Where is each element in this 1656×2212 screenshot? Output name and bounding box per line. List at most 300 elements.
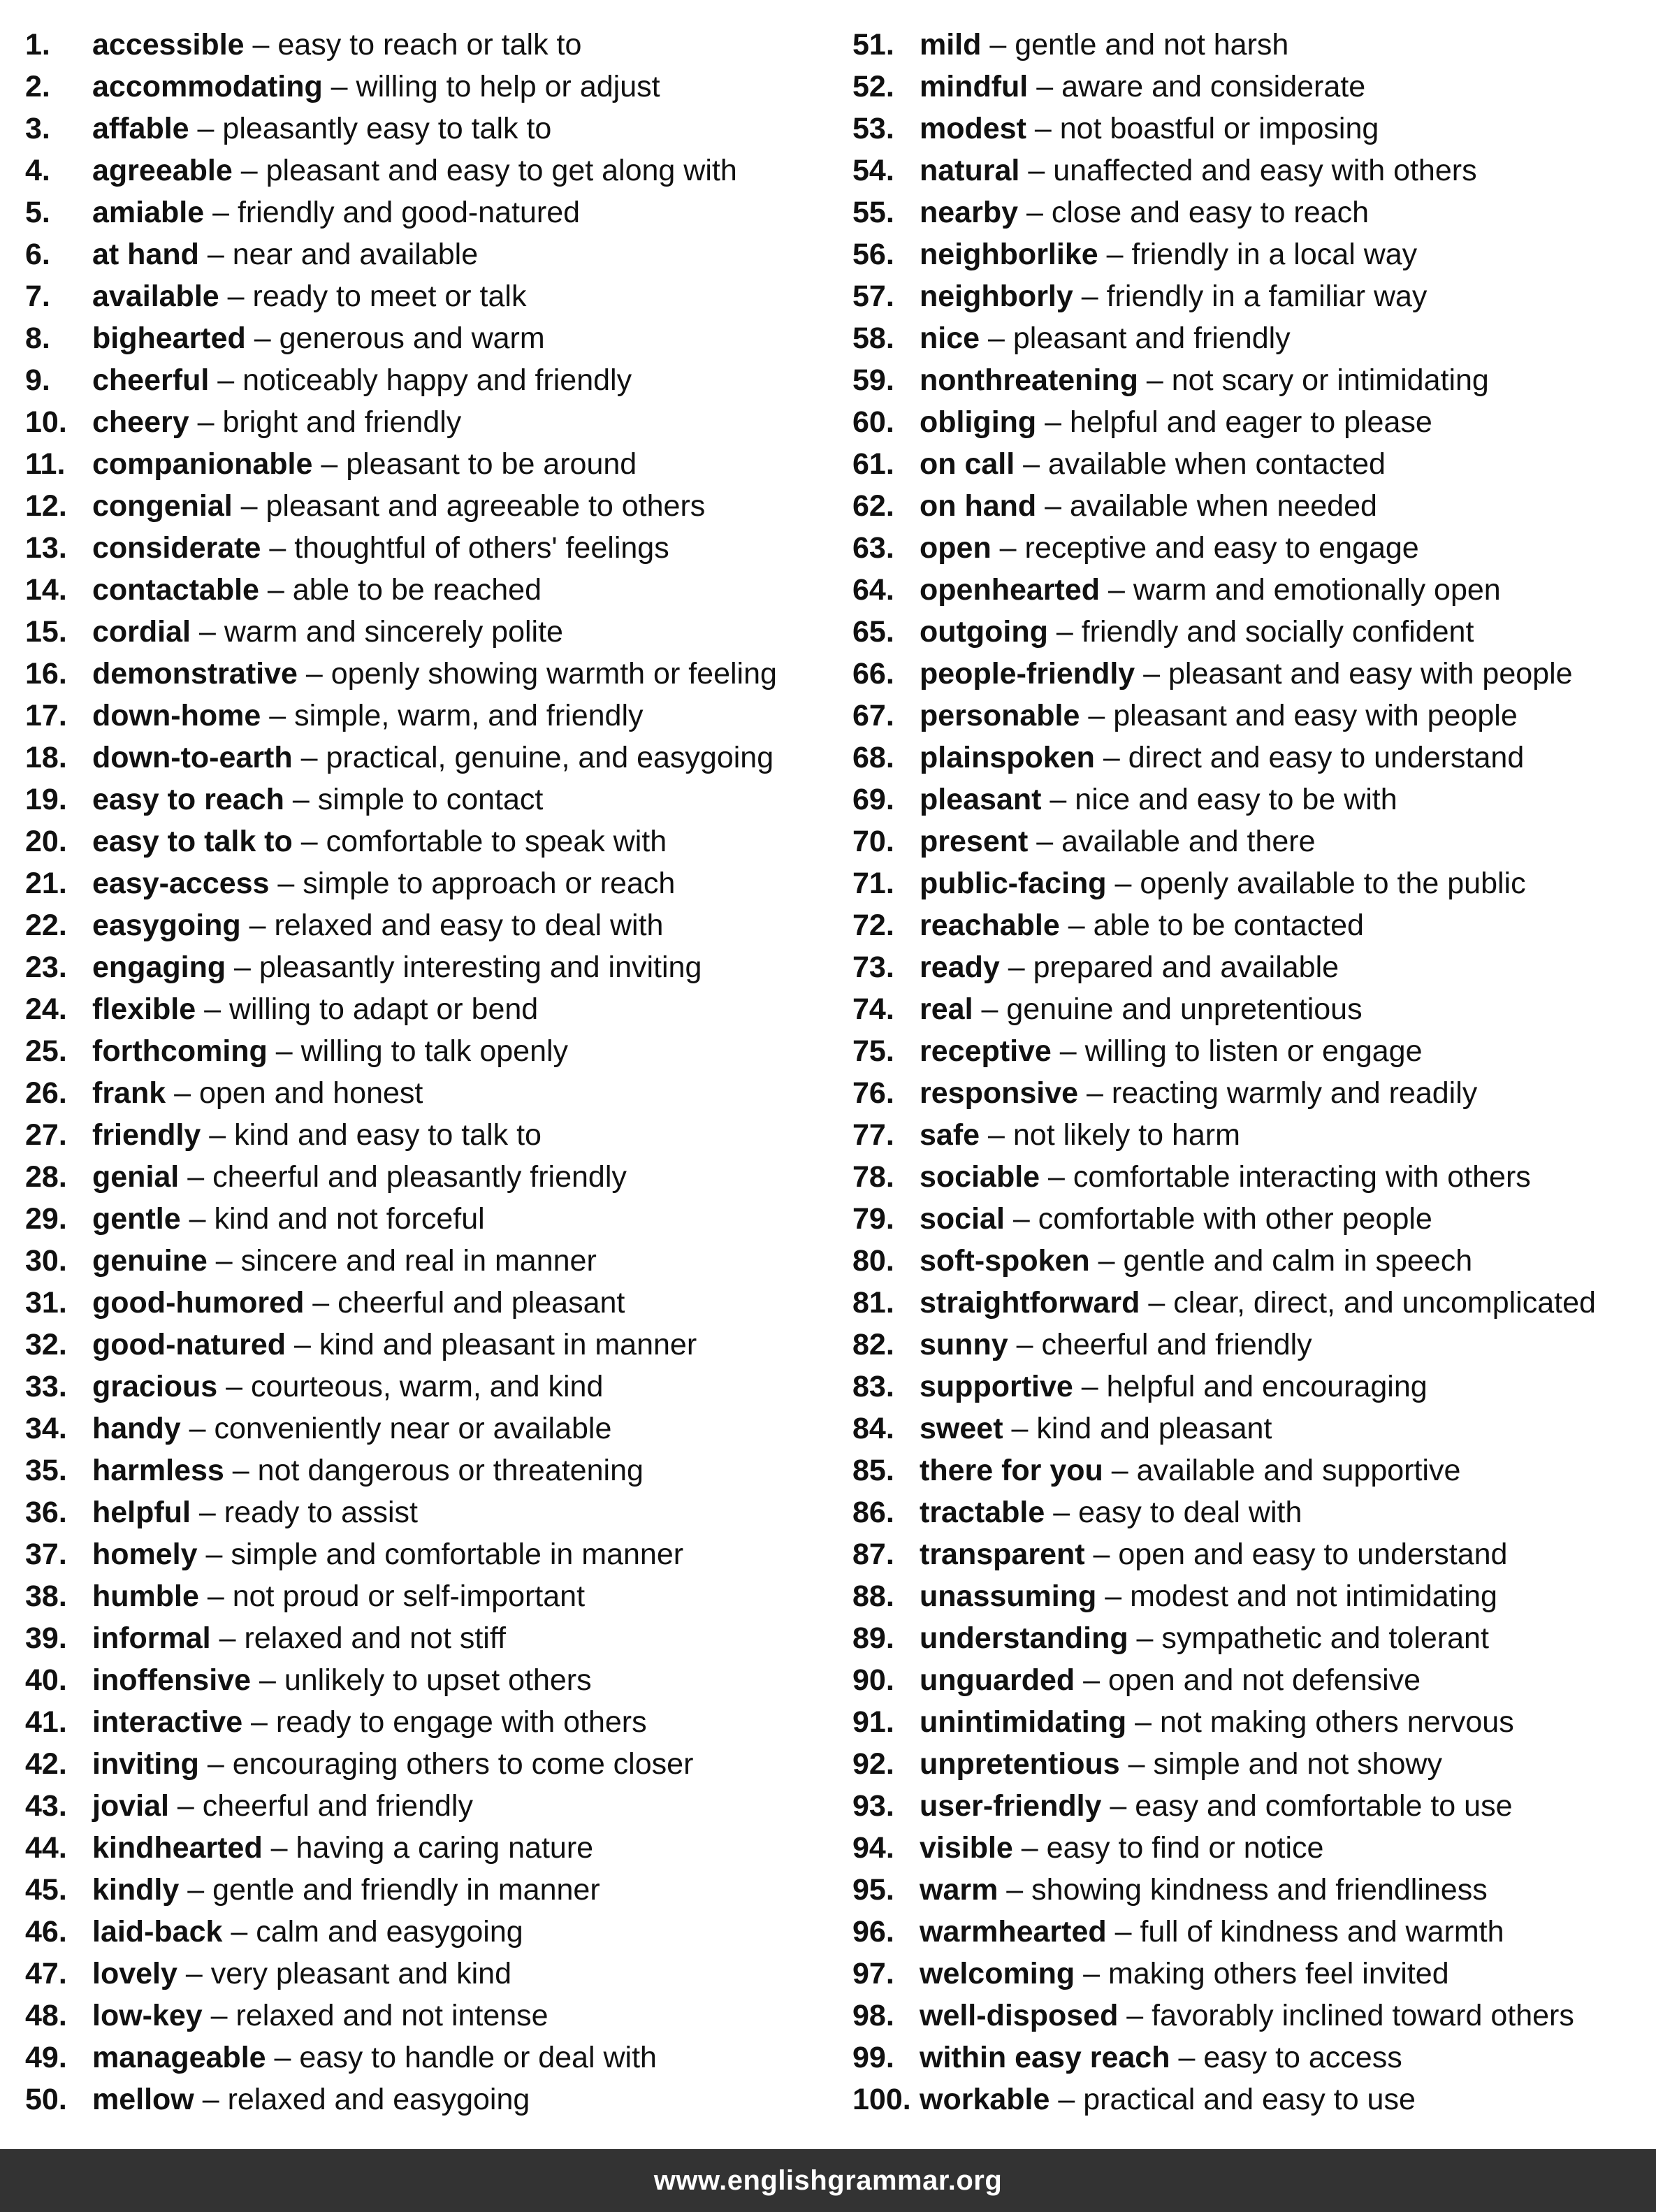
entry-text <box>92 1953 511 1995</box>
list-item <box>852 359 1649 401</box>
entry-separator: – <box>180 1202 215 1236</box>
entry-word: obliging <box>920 405 1037 439</box>
entry-definition: cheerful and friendly <box>202 1789 473 1823</box>
entry-definition: pleasant and easy to get along with <box>266 154 737 187</box>
list-item <box>852 2079 1649 2120</box>
entry-number: 15. <box>25 615 67 649</box>
entry-definition: pleasant and easy with people <box>1168 657 1573 691</box>
entry-word: good-natured <box>92 1328 286 1361</box>
entry-text <box>92 443 637 485</box>
list-item <box>25 191 836 233</box>
entry-word: mellow <box>92 2083 194 2116</box>
entry-definition: friendly and socially confident <box>1081 615 1474 649</box>
entry-number: 10. <box>25 405 67 439</box>
entry-number: 68. <box>852 741 894 774</box>
entry-definition: conveniently near or available <box>214 1412 612 1445</box>
entry-word: natural <box>920 154 1020 187</box>
entry-word: cordial <box>92 615 191 649</box>
list-item <box>25 108 836 150</box>
entry-number: 1. <box>25 28 50 62</box>
entry-text <box>920 191 1369 233</box>
entry-definition: near and available <box>232 238 479 271</box>
right-column <box>852 24 1649 2120</box>
entry-word: public-facing <box>920 867 1107 900</box>
list-item <box>852 108 1649 150</box>
entry-word: easy to reach <box>92 783 284 816</box>
entry-word: unassuming <box>920 1580 1097 1613</box>
entry-text <box>92 1743 693 1785</box>
entry-separator: – <box>1106 867 1140 900</box>
entry-text <box>920 275 1427 317</box>
list-item <box>25 2037 836 2079</box>
entry-text <box>920 66 1365 108</box>
entry-word: workable <box>920 2083 1050 2116</box>
entry-number: 18. <box>25 741 67 774</box>
entry-text <box>92 401 461 443</box>
entry-definition: openly available to the public <box>1140 867 1526 900</box>
entry-word: people-friendly <box>920 657 1135 691</box>
entry-separator: – <box>1135 657 1169 691</box>
entry-word: ready <box>920 950 1000 984</box>
entry-word: friendly <box>92 1118 201 1152</box>
entry-number: 54. <box>852 154 894 187</box>
entry-word: informal <box>92 1621 211 1655</box>
entry-separator: – <box>1073 1370 1107 1403</box>
entry-separator: – <box>198 1747 233 1781</box>
entry-word: on hand <box>920 489 1037 523</box>
list-item <box>25 1659 836 1701</box>
list-item <box>25 1617 836 1659</box>
entry-number: 2. <box>25 70 50 103</box>
entry-text <box>920 527 1419 569</box>
entry-definition: unlikely to upset others <box>284 1663 592 1697</box>
list-item <box>25 1240 836 1282</box>
list-item <box>25 1030 836 1072</box>
entry-number: 60. <box>852 405 894 439</box>
entry-text <box>92 1450 644 1491</box>
entry-definition: encouraging others to come closer <box>232 1747 694 1781</box>
list-item <box>25 233 836 275</box>
entry-definition: available and there <box>1061 825 1316 858</box>
entry-number: 30. <box>25 1244 67 1278</box>
entry-number: 53. <box>852 112 894 145</box>
entry-word: accessible <box>92 28 245 62</box>
entry-word: down-home <box>92 699 261 732</box>
entry-definition: willing to listen or engage <box>1084 1034 1423 1068</box>
entry-word: plainspoken <box>920 741 1095 774</box>
entry-separator: – <box>1118 1999 1152 2032</box>
entry-text <box>92 611 563 653</box>
entry-separator: – <box>1096 1580 1131 1613</box>
entry-definition: openly showing warmth or feeling <box>331 657 777 691</box>
entry-definition: easy and comfortable to use <box>1135 1789 1513 1823</box>
entry-number: 84. <box>852 1412 894 1445</box>
entry-definition: able to be contacted <box>1093 909 1364 942</box>
entry-number: 59. <box>852 363 894 397</box>
entry-separator: – <box>1036 489 1070 523</box>
entry-number: 98. <box>852 1999 894 2032</box>
entry-text <box>92 1491 418 1533</box>
entry-word: inviting <box>92 1747 199 1781</box>
entry-separator: – <box>1059 909 1094 942</box>
entry-definition: easy to reach or talk to <box>277 28 582 62</box>
entry-word: welcoming <box>920 1957 1075 1990</box>
list-item <box>852 988 1649 1030</box>
entry-separator: – <box>232 489 266 523</box>
entry-word: agreeable <box>92 154 233 187</box>
entry-number: 75. <box>852 1034 894 1068</box>
entry-number: 3. <box>25 112 50 145</box>
entry-text <box>92 359 632 401</box>
entry-number: 80. <box>852 1244 894 1278</box>
entry-text <box>92 737 773 779</box>
list-item <box>852 1114 1649 1156</box>
entry-separator: – <box>201 1118 235 1152</box>
entry-text <box>920 1408 1272 1450</box>
entry-definition: simple, warm, and friendly <box>294 699 644 732</box>
entry-number: 26. <box>25 1076 67 1110</box>
entry-text <box>920 1491 1302 1533</box>
entry-text <box>920 485 1377 527</box>
entry-text <box>92 2079 530 2120</box>
list-item <box>25 862 836 904</box>
entry-text <box>92 191 580 233</box>
entry-word: contactable <box>92 573 259 607</box>
entry-text <box>920 1575 1497 1617</box>
entry-text <box>92 946 702 988</box>
entry-word: supportive <box>920 1370 1073 1403</box>
entry-text <box>92 1030 568 1072</box>
entry-word: neighborlike <box>920 238 1098 271</box>
entry-definition: willing to talk openly <box>300 1034 569 1068</box>
entry-number: 72. <box>852 909 894 942</box>
list-item <box>852 150 1649 191</box>
entry-definition: easy to deal with <box>1078 1496 1302 1529</box>
entry-text <box>920 1156 1531 1198</box>
entry-separator: – <box>196 992 229 1026</box>
entry-number: 69. <box>852 783 894 816</box>
entry-definition: full of kindness and warmth <box>1140 1915 1504 1949</box>
entry-text <box>920 695 1518 737</box>
entry-definition: relaxed and easy to deal with <box>274 909 664 942</box>
entry-text <box>920 1785 1513 1827</box>
entry-text <box>92 862 675 904</box>
entry-separator: – <box>1040 1160 1073 1194</box>
entry-separator: – <box>980 321 1013 355</box>
entry-separator: – <box>1089 1244 1124 1278</box>
list-item <box>852 904 1649 946</box>
entry-separator: – <box>232 154 266 187</box>
list-item <box>852 485 1649 527</box>
entry-number: 88. <box>852 1580 894 1613</box>
entry-word: harmless <box>92 1454 224 1487</box>
entry-text <box>920 1282 1596 1324</box>
entry-word: gracious <box>92 1370 218 1403</box>
entry-separator: – <box>269 867 303 900</box>
list-item <box>25 1953 836 1995</box>
entry-text <box>920 24 1288 66</box>
entry-word: genuine <box>92 1244 208 1278</box>
entry-separator: – <box>1073 280 1107 313</box>
entry-number: 20. <box>25 825 67 858</box>
entry-text <box>920 946 1339 988</box>
entry-separator: – <box>1018 196 1052 229</box>
entry-definition: genuine and unpretentious <box>1006 992 1363 1026</box>
entry-number: 21. <box>25 867 67 900</box>
list-item <box>852 2037 1649 2079</box>
entry-number: 49. <box>25 2041 67 2074</box>
entry-separator: – <box>189 112 223 145</box>
entry-text <box>92 24 581 66</box>
entry-number: 86. <box>852 1496 894 1529</box>
entry-separator: – <box>240 909 275 942</box>
entry-separator: – <box>1015 447 1049 481</box>
entry-definition: pleasantly easy to talk to <box>222 112 552 145</box>
entry-separator: – <box>322 70 356 103</box>
entry-number: 6. <box>25 238 50 271</box>
entry-word: present <box>920 825 1029 858</box>
entry-number: 100. <box>852 2083 911 2116</box>
entry-text <box>920 401 1432 443</box>
list-item <box>25 485 836 527</box>
entry-number: 97. <box>852 1957 894 1990</box>
entry-definition: open and not defensive <box>1107 1663 1421 1697</box>
entry-word: well-disposed <box>920 1999 1119 2032</box>
entry-definition: showing kindness and friendliness <box>1031 1873 1488 1907</box>
list-item <box>25 1324 836 1366</box>
list-item <box>852 946 1649 988</box>
entry-text <box>92 1408 611 1450</box>
entry-number: 12. <box>25 489 67 523</box>
list-item <box>25 1450 836 1491</box>
list-item <box>852 611 1649 653</box>
entry-text <box>920 317 1291 359</box>
entry-definition: helpful and encouraging <box>1106 1370 1428 1403</box>
entry-definition: sympathetic and tolerant <box>1161 1621 1489 1655</box>
list-item <box>25 653 836 695</box>
entry-text <box>92 695 644 737</box>
entry-text <box>920 359 1489 401</box>
entry-word: tractable <box>920 1496 1045 1529</box>
entry-number: 82. <box>852 1328 894 1361</box>
entry-number: 66. <box>852 657 894 691</box>
entry-number: 31. <box>25 1286 67 1320</box>
entry-number: 70. <box>852 825 894 858</box>
entry-text <box>920 569 1501 611</box>
entry-definition: cheerful and pleasant <box>337 1286 625 1320</box>
entry-separator: – <box>262 1831 296 1865</box>
entry-word: unintimidating <box>920 1705 1127 1739</box>
entry-number: 85. <box>852 1454 894 1487</box>
entry-separator: – <box>1078 1076 1112 1110</box>
entry-separator: – <box>1119 1747 1154 1781</box>
entry-number: 42. <box>25 1747 67 1781</box>
list-item <box>25 401 836 443</box>
entry-word: forthcoming <box>92 1034 268 1068</box>
entry-text <box>92 1701 647 1743</box>
entry-number: 55. <box>852 196 894 229</box>
entry-separator: – <box>222 1915 256 1949</box>
entry-word: jovial <box>92 1789 169 1823</box>
entry-separator: – <box>1098 238 1132 271</box>
list-item <box>852 1324 1649 1366</box>
entry-text <box>92 485 705 527</box>
entry-definition: pleasant and friendly <box>1012 321 1291 355</box>
entry-definition: simple and not showy <box>1153 1747 1442 1781</box>
entry-separator: – <box>1080 699 1114 732</box>
entry-word: easy-access <box>92 867 270 900</box>
entry-word: straightforward <box>920 1286 1140 1320</box>
list-item <box>25 611 836 653</box>
entry-definition: reacting warmly and readily <box>1111 1076 1478 1110</box>
entry-number: 41. <box>25 1705 67 1739</box>
entry-separator: – <box>261 531 295 565</box>
entry-number: 8. <box>25 321 50 355</box>
list-item <box>852 1743 1649 1785</box>
entry-word: kindhearted <box>92 1831 263 1865</box>
entry-word: receptive <box>920 1034 1052 1068</box>
list-item <box>852 1072 1649 1114</box>
entry-word: responsive <box>920 1076 1079 1110</box>
entry-definition: ready to meet or talk <box>252 280 527 313</box>
entry-word: open <box>920 531 992 565</box>
entry-text <box>920 1366 1428 1408</box>
entry-text <box>92 233 478 275</box>
list-item <box>25 1282 836 1324</box>
entry-text <box>92 1156 627 1198</box>
entry-word: low-key <box>92 1999 203 2032</box>
entry-number: 5. <box>25 196 50 229</box>
left-column <box>25 24 836 2120</box>
entry-word: reachable <box>920 909 1060 942</box>
entry-number: 46. <box>25 1915 67 1949</box>
entry-text <box>92 988 538 1030</box>
list-item <box>852 1450 1649 1491</box>
entry-separator: – <box>209 363 243 397</box>
list-item <box>852 1827 1649 1869</box>
entry-text <box>92 1827 593 1869</box>
entry-definition: favorably inclined toward others <box>1152 1999 1574 2032</box>
entry-text <box>92 1240 597 1282</box>
list-item <box>25 1198 836 1240</box>
entry-number: 22. <box>25 909 67 942</box>
entry-definition: simple to approach or reach <box>303 867 676 900</box>
list-item <box>25 1366 836 1408</box>
list-item <box>25 1575 836 1617</box>
entry-word: amiable <box>92 196 205 229</box>
entry-definition: gentle and friendly in manner <box>212 1873 600 1907</box>
entry-word: mindful <box>920 70 1029 103</box>
entry-word: cheerful <box>92 363 210 397</box>
entry-definition: pleasant to be around <box>346 447 637 481</box>
entry-separator: – <box>981 28 1015 62</box>
entry-number: 17. <box>25 699 67 732</box>
entry-number: 13. <box>25 531 67 565</box>
entry-number: 74. <box>852 992 894 1026</box>
entry-separator: – <box>202 1999 236 2032</box>
entry-definition: simple to contact <box>317 783 544 816</box>
entry-word: soft-spoken <box>920 1244 1090 1278</box>
list-item <box>25 1491 836 1533</box>
entry-text <box>920 150 1477 191</box>
entry-word: companionable <box>92 447 313 481</box>
list-item <box>852 1911 1649 1953</box>
list-item <box>852 66 1649 108</box>
entry-number: 90. <box>852 1663 894 1697</box>
entry-definition: kind and pleasant <box>1036 1412 1272 1445</box>
list-item <box>25 1408 836 1450</box>
list-item <box>25 1072 836 1114</box>
list-item <box>852 1701 1649 1743</box>
entry-definition: having a caring nature <box>296 1831 594 1865</box>
entry-separator: – <box>991 531 1025 565</box>
list-item <box>25 1995 836 2037</box>
entry-definition: pleasant and agreeable to others <box>266 489 706 523</box>
entry-word: mild <box>920 28 982 62</box>
list-item <box>852 233 1649 275</box>
entry-separator: – <box>168 1789 203 1823</box>
entry-separator: – <box>998 1873 1032 1907</box>
entry-separator: – <box>210 1621 245 1655</box>
entry-definition: helpful and eager to please <box>1069 405 1432 439</box>
entry-definition: very pleasant and kind <box>210 1957 511 1990</box>
entry-text <box>92 1198 485 1240</box>
entry-separator: – <box>1004 1202 1038 1236</box>
entry-separator: – <box>244 28 278 62</box>
entry-definition: not making others nervous <box>1159 1705 1514 1739</box>
entry-text <box>920 1240 1472 1282</box>
entry-text <box>92 1617 506 1659</box>
entry-text <box>92 527 669 569</box>
list-item <box>25 1911 836 1953</box>
entry-definition: kind and easy to talk to <box>234 1118 542 1152</box>
entry-definition: simple and comfortable in manner <box>231 1538 684 1571</box>
entry-separator: – <box>1094 741 1128 774</box>
list-item <box>852 1198 1649 1240</box>
entry-word: available <box>92 280 219 313</box>
list-item <box>25 1785 836 1827</box>
list-item <box>852 821 1649 862</box>
entry-text <box>920 1324 1312 1366</box>
list-item <box>25 1114 836 1156</box>
entry-word: easygoing <box>92 909 241 942</box>
entry-word: genial <box>92 1160 180 1194</box>
entry-number: 78. <box>852 1160 894 1194</box>
entry-separator: – <box>177 1957 211 1990</box>
entry-definition: noticeably happy and friendly <box>242 363 632 397</box>
entry-word: frank <box>92 1076 166 1110</box>
entry-definition: comfortable to speak with <box>326 825 667 858</box>
entry-text <box>920 1911 1504 1953</box>
list-item <box>25 821 836 862</box>
entry-definition: ready to engage with others <box>275 1705 647 1739</box>
list-item <box>25 275 836 317</box>
list-item <box>25 443 836 485</box>
entry-definition: comfortable interacting with others <box>1073 1160 1531 1194</box>
entry-definition: making others feel invited <box>1108 1957 1449 1990</box>
entry-text <box>92 569 542 611</box>
entry-text <box>92 275 526 317</box>
entry-separator: – <box>197 1538 231 1571</box>
entry-text <box>92 150 737 191</box>
list-item <box>852 1785 1649 1827</box>
entry-separator: – <box>1140 1286 1174 1320</box>
list-item <box>852 1030 1649 1072</box>
list-item <box>25 779 836 821</box>
entry-definition: friendly in a local way <box>1131 238 1418 271</box>
entry-number: 52. <box>852 70 894 103</box>
list-item <box>25 1533 836 1575</box>
